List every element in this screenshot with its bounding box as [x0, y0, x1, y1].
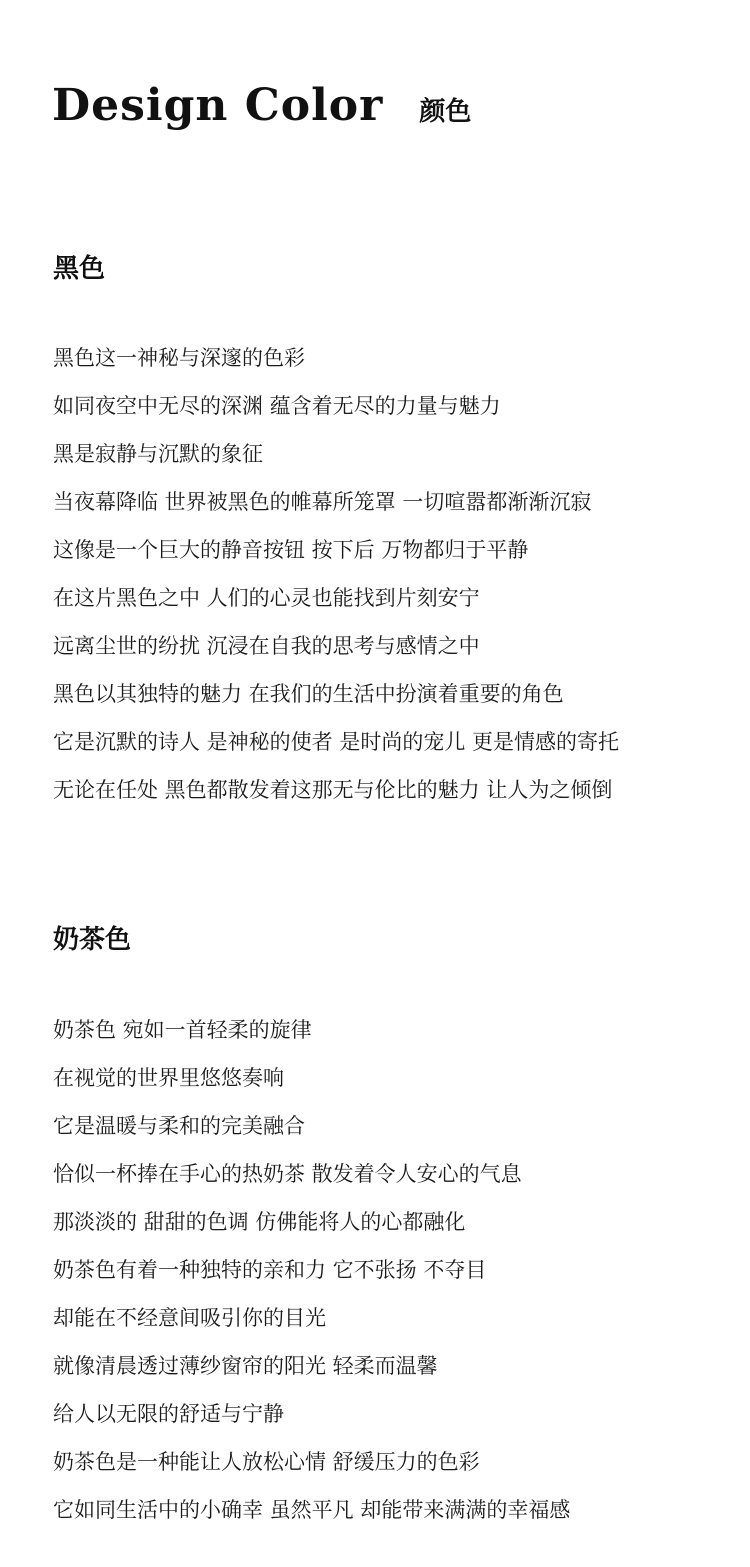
page-header [52, 80, 471, 131]
text-line: 那淡淡的 甜甜的色调 仿佛能将人的心都融化 [53, 1210, 466, 1234]
text-line: 它是温暖与柔和的完美融合 [53, 1114, 305, 1138]
text-line: 在这片黑色之中 人们的心灵也能找到片刻安宁 [53, 586, 480, 610]
text-line: 它是沉默的诗人 是神秘的使者 是时尚的宠儿 更是情感的寄托 [53, 730, 620, 754]
text-line: 无论在任处 黑色都散发着这那无与伦比的魅力 让人为之倾倒 [53, 778, 613, 802]
text-line: 黑是寂静与沉默的象征 [53, 442, 263, 466]
text-line: 给人以无限的舒适与宁静 [53, 1402, 284, 1426]
section-title-black: 黑色 [53, 254, 106, 284]
text-line: 就像清晨透过薄纱窗帘的阳光 轻柔而温馨 [53, 1354, 438, 1378]
text-line: 奶茶色是一种能让人放松心情 舒缓压力的色彩 [53, 1450, 480, 1474]
section-text-black [53, 334, 619, 814]
text-line: 当夜幕降临 世界被黑色的帷幕所笼罩 一切喧嚣都渐渐沉寂 [53, 490, 592, 514]
section-title-milk-tea: 奶茶色 [53, 925, 132, 955]
text-line: 奶茶色 宛如一首轻柔的旋律 [53, 1018, 312, 1042]
section-text-milk-tea [53, 1006, 570, 1534]
text-line: 这像是一个巨大的静音按钮 按下后 万物都归于平静 [53, 538, 529, 562]
text-line: 黑色这一神秘与深邃的色彩 [53, 346, 305, 370]
page-title: Design Color [52, 80, 384, 131]
text-line: 它如同生活中的小确幸 虽然平凡 却能带来满满的幸福感 [53, 1498, 571, 1522]
text-line: 在视觉的世界里悠悠奏响 [53, 1066, 284, 1090]
text-line: 黑色以其独特的魅力 在我们的生活中扮演着重要的角色 [53, 682, 564, 706]
text-line: 恰似一杯捧在手心的热奶茶 散发着令人安心的气息 [53, 1162, 522, 1186]
page-title-chinese: 颜色 [419, 97, 472, 127]
text-line: 远离尘世的纷扰 沉浸在自我的思考与感情之中 [53, 634, 480, 658]
text-line: 奶茶色有着一种独特的亲和力 它不张扬 不夺目 [53, 1258, 487, 1282]
text-line: 如同夜空中无尽的深渊 蕴含着无尽的力量与魅力 [53, 394, 501, 418]
text-line: 却能在不经意间吸引你的目光 [53, 1306, 326, 1330]
